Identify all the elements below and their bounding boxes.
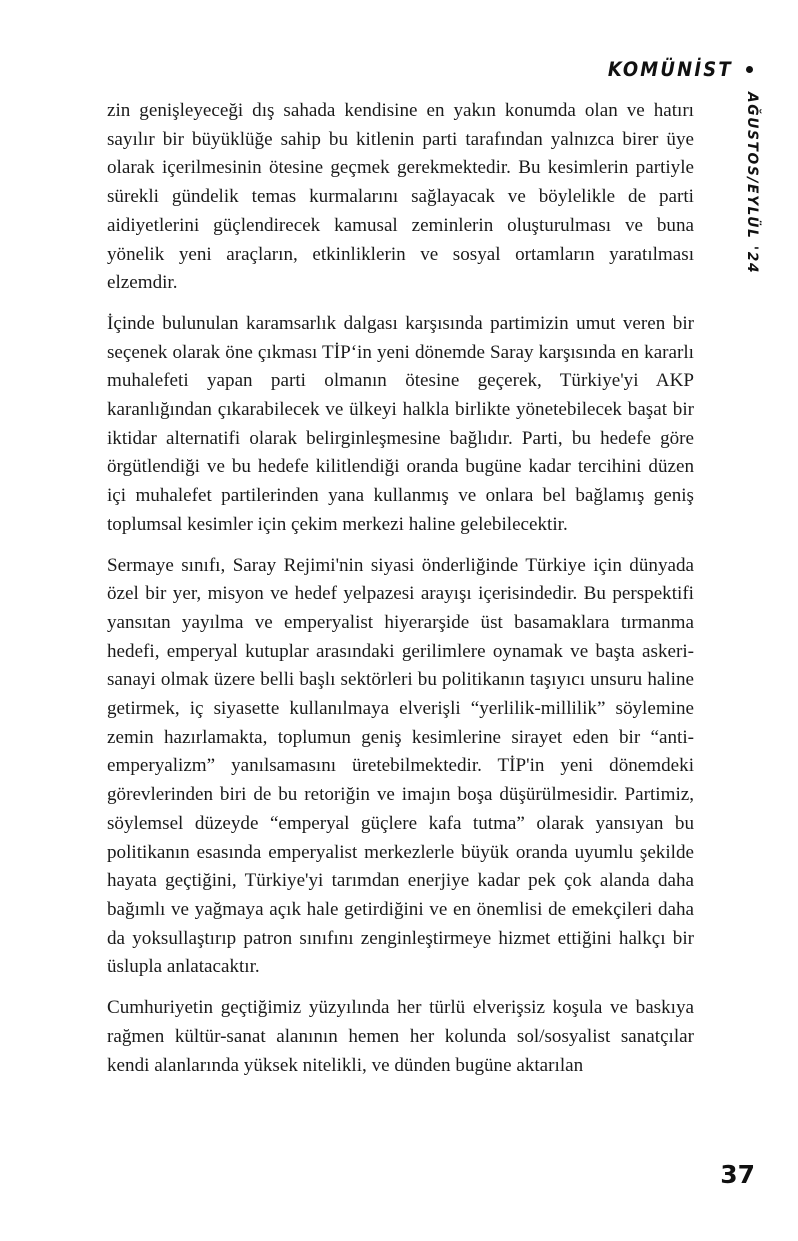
body-paragraph: zin genişleyeceği dış sahada kendisine en yakın konumda olan ve hatırı sayılır bir büyüklüğe sahip bu kitlenin parti tarafından yalnızca birer üye olarak içerilmesinin ötesine geçmek gerekmektedir. Bu kesimlerin partiyle sürekli gündelik temas kurmalarını sağlayacak ve böylelikle de parti aidiyetlerini güçlendirecek kamusal zeminlerin oluşturulması ve buna yönelik yeni araçların, etkinliklerin ve sosyal ortamların yaratılması elzemdir. [107,100,694,294]
running-head [597,58,753,81]
body-paragraph: Sermaye sınıfı, Saray Rejimi'nin siyasi önderliğinde Türkiye için dünyada özel bir yer, misyon ve hedef yelpazesi arayışı içerisindedir. Bu perspektifi yansıtan yayılma ve emperyalist hiyerarşide üst basamaklara tırmanma hedefi, emperyal kutuplar arasındaki gerilimlere oynamak ve başta askeri-sanayi olmak üzere belli başlı sektörleri bu politikanın taşıyıcı unsuru haline getirmek, iç siyasette kullanılmaya elverişli “yerlilik-millilik” söylemine zemin hazırlamakta, toplumun geniş kesimlerine sirayet eden bir “anti-emperyalizm” yanılsamasını üretebilmektedir. TİP'in yeni dönemdeki görevlerinden biri de bu retoriğin ve imajın boşa düşürülmesidir. Partimiz, söylemsel düzeyde “emperyal güçlere kafa tutma” olarak yansıyan bu politikanın esasında emperyalist merkezlerle büyük oranda uyumlu şekilde hayata geçtiğini, Türkiye'yi tarımdan enerjiye kadar pek çok alanda daha bağımlı ve yağmaya açık hale getirdiğini ve en önemlisi de emekçileri daha da yoksullaştırıp patron sınıfını zenginleştirmeye hizmet ettiğini halkçı bir üslupla anlatacaktır. [107,554,694,978]
body-paragraph: İçinde bulunulan karamsarlık dalgası karşısında partimizin umut veren bir seçenek olarak öne çıkması TİP‘in yeni dönemde Saray karşısında en kararlı muhalefeti yapan parti olmanın ötesine geçerek, Türkiye'yi AKP karanlığından çıkarabilecek ve ülkeyi halkla birlikte yönetebilecek başat bir iktidar alternatifi olarak belirginleşmesine bağlıdır. Parti, bu hedefe göre örgütlendiği ve bu hedefe kilitlendiği oranda bugüne kadar tercihini düzen içi muhalefet partilerinden yana kullanmış ve onlara bel bağlamış geniş toplumsal kesimler için çekim merkezi haline gelebilecektir. [107,312,694,535]
body-paragraph: Cumhuriyetin geçtiğimiz yüzyılında her türlü elverişsiz koşula ve baskıya rağmen kültür-sanat alanının hemen her kolunda sol/sosyalist sanatçılar kendi alanlarında yüksek nitelikli, ve dünden bugüne aktarılan [107,997,694,1076]
page-number: 37 [720,1160,755,1189]
issue-date-vertical: AĞUSTOS/EYLÜL '24 [744,92,760,275]
publication-title: KOMÜNİST [608,58,733,81]
bullet-dot-icon [746,66,753,73]
body-text-column [107,97,694,1080]
